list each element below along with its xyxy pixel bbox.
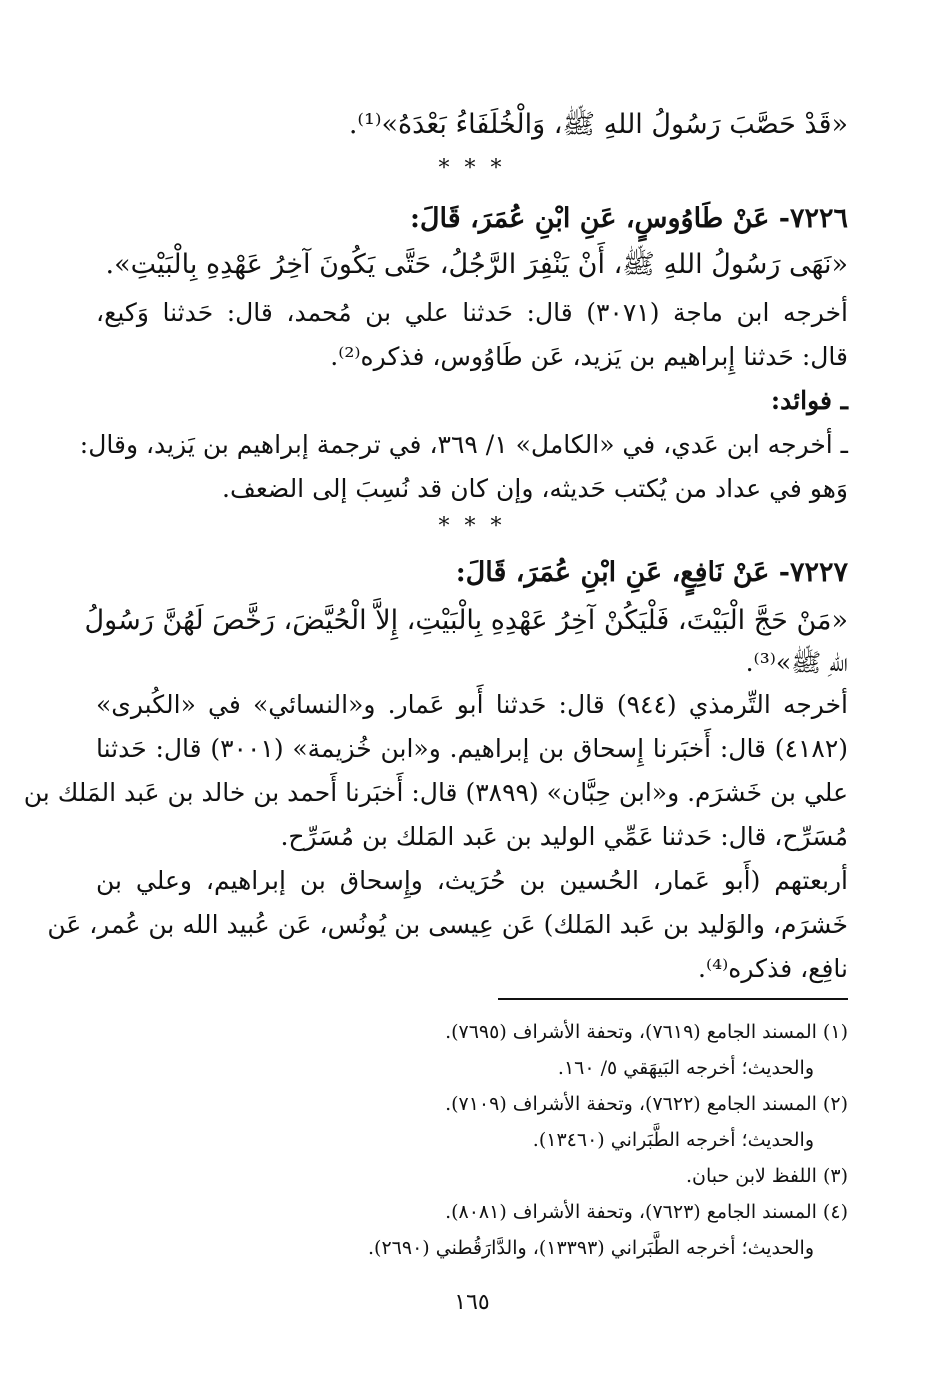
book-page: [23, 92, 849, 1362]
takhrij-text-line: أخرجه التِّرمذي (٩٤٤) قال: حَدثنا أَبو عَمار. و«النسائي» في «الكُبرى»: [96, 690, 848, 719]
footnote-1-continuation: والحديث؛ أخرجه البَيهَقي ٥/ ١٦٠.: [557, 1057, 814, 1079]
takhrij-text-line: أربعتهم (أَبو عَمار، الحُسين بن حُرَيث، وإِسحاق بن إبراهيم، وعلي بن: [96, 866, 849, 895]
hadith-text-line: «قَدْ حَصَّبَ رَسُولُ اللهِ ﷺ، وَالْخُلَفَاءُ بَعْدَهُ»⁽¹⁾.: [348, 109, 848, 140]
footnote-4: (٤) المسند الجامع (٧٦٢٣)، وتحفة الأشراف (٨٠٨١).: [445, 1201, 848, 1223]
hadith-text-line: «مَنْ حَجَّ الْبَيْتَ، فَلْيَكُنْ آخِرُ عَهْدِهِ بِالْبَيْتِ، إِلاَّ الْحُيَّضَ، رَخَّصَ لَهُنَّ رَسُولُ: [84, 605, 848, 636]
takhrij-text-line: مُسَرِّح، قال: حَدثنا عَمِّي الوليد بن عَبد المَلك بن مُسَرِّح.: [280, 822, 848, 851]
fawaid-heading: ـ فوائد:: [770, 386, 848, 415]
section-separator-stars: * * *: [438, 156, 506, 181]
takhrij-text-line: خَشرَم، والوَليد بن عَبد المَلك) عَن عِيسى بن يُونُس، عَن عُبيد الله بن عُمر، عَن: [47, 910, 848, 939]
takhrij-text-line: (٤١٨٢) قال: أَخبَرنا إِسحاق بن إبراهيم. و«ابن خُزيمة» (٣٠٠١) قال: حَدثنا: [96, 734, 849, 763]
takhrij-text-line: أخرجه ابن ماجة (٣٠٧١) قال: حَدثنا علي بن مُحمد، قال: حَدثنا وَكيع،: [96, 298, 848, 327]
fawaid-text-line: وَهو في عداد من يُكتب حَديثه، وإن كان قد نُسِبَ إلى الضعف.: [222, 474, 848, 503]
hadith-text-line: «نَهَى رَسُولُ اللهِ ﷺ، أَنْ يَنْفِرَ الرَّجُلُ، حَتَّى يَكُونَ آخِرُ عَهْدِهِ بِالْبَيْتِ».: [105, 249, 848, 280]
footnote-2: (٢) المسند الجامع (٧٦٢٢)، وتحفة الأشراف (٧١٠٩).: [445, 1093, 848, 1115]
hadith-heading-7226: ٧٢٢٦- عَنْ طَاوُوسٍ، عَنِ ابْنِ عُمَرَ، قَالَ:: [409, 203, 848, 234]
fawaid-text-line: ـ أخرجه ابن عَدي، في «الكامل» ١/ ٣٦٩، في ترجمة إبراهيم بن يَزيد، وقال:: [79, 430, 848, 459]
takhrij-text-line: علي بن خَشرَم. و«ابن حِبَّان» (٣٨٩٩) قال: أَخبَرنا أَحمد بن خالد بن عَبد المَلك بن: [23, 778, 848, 807]
footnote-3: (٣) اللفظ لابن حبان.: [685, 1165, 848, 1187]
page-number: ١٦٥: [454, 1290, 490, 1315]
section-separator-stars: * * *: [438, 514, 506, 539]
footnote-4-continuation: والحديث؛ أخرجه الطَّبَراني (١٣٣٩٣)، والدَّارَقُطني (٢٦٩٠).: [368, 1237, 814, 1259]
footnote-1: (١) المسند الجامع (٧٦١٩)، وتحفة الأشراف (٧٦٩٥).: [445, 1021, 848, 1043]
footnote-2-continuation: والحديث؛ أخرجه الطَّبَراني (١٣٤٦٠).: [532, 1129, 814, 1151]
hadith-heading-7227: ٧٢٢٧- عَنْ نَافِعٍ، عَنِ ابْنِ عُمَرَ، قَالَ:: [455, 557, 848, 588]
footnote-separator-rule: [498, 998, 848, 1000]
takhrij-text-line: نافِع، فذكره⁽⁴⁾.: [698, 954, 848, 983]
hadith-text-line: اللهِ ﷺ»⁽³⁾.: [745, 648, 848, 677]
takhrij-text-line: قال: حَدثنا إِبراهيم بن يَزيد، عَن طَاوُوس، فذكره⁽²⁾.: [330, 342, 848, 371]
